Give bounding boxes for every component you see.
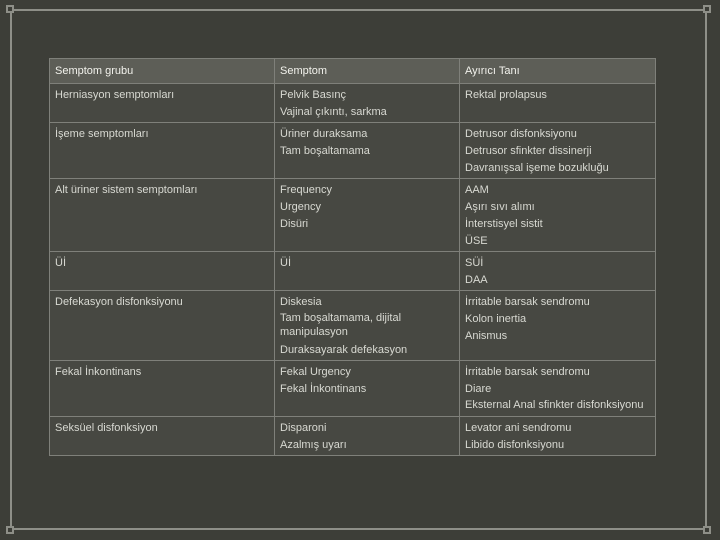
symptom-group-cell: Seksüel disfonksiyon [50,417,275,456]
symptom-cell [275,123,460,179]
table-row [50,361,656,417]
symptom-line: Disparoni [280,422,327,434]
frame-corner-top-left [6,5,14,13]
table-row [50,84,656,123]
diagnosis-line: DAA [465,274,488,286]
symptom-cell [275,291,460,361]
diagnosis-line: İrritable barsak sendromu [465,296,590,308]
table-row [50,417,656,456]
diagnosis-line: Aşırı sıvı alımı [465,201,535,213]
symptom-cell [275,84,460,123]
diagnosis-line: Davranışsal işeme bozukluğu [465,162,609,174]
symptom-line: Diskesia [280,296,322,308]
table-header-row [50,59,656,84]
diagnosis-line: Eksternal Anal sfinkter disfonksiyonu [465,399,644,411]
diagnosis-line: Diare [465,383,492,395]
frame-corner-bottom-left [6,526,14,534]
header-symptom-group: Semptom grubu [50,59,275,84]
symptom-line: Üriner duraksama [280,128,368,140]
diagnosis-cell [460,179,656,252]
symptom-table [49,58,656,456]
symptom-line: Frequency [280,184,332,196]
symptom-group-cell: Fekal İnkontinans [50,361,275,417]
symptom-cell [275,179,460,252]
diagnosis-cell [460,417,656,456]
symptom-group-cell: Alt üriner sistem semptomları [50,179,275,252]
diagnosis-line: ÜSE [465,235,488,247]
symptom-line: Üİ [280,257,291,269]
symptom-line: Tam boşaltamama [280,145,370,157]
table-row [50,179,656,252]
diagnosis-cell [460,123,656,179]
symptom-cell [275,252,460,291]
symptom-line: Azalmış uyarı [280,439,347,451]
table-row [50,123,656,179]
symptom-line: Fekal Urgency [280,366,351,378]
diagnosis-line: Detrusor disfonksiyonu [465,128,577,140]
header-symptom: Semptom [275,59,460,84]
frame-corner-bottom-right [703,526,711,534]
symptom-cell [275,417,460,456]
diagnosis-cell [460,84,656,123]
diagnosis-line: Libido disfonksiyonu [465,439,565,451]
diagnosis-line: SÜİ [465,257,484,269]
symptom-line: Pelvik Basınç [280,89,347,101]
header-differential-diagnosis: Ayırıcı Tanı [460,59,656,84]
symptom-line: Urgency [280,201,321,213]
diagnosis-line: AAM [465,184,489,196]
diagnosis-line: Rektal prolapsus [465,89,547,101]
symptom-line: Duraksayarak defekasyon [280,344,408,356]
symptom-line: Vajinal çıkıntı, sarkma [280,106,387,118]
symptom-line: Fekal İnkontinans [280,383,367,395]
diagnosis-cell [460,252,656,291]
diagnosis-cell [460,291,656,361]
symptom-line: Tam boşaltamama, dijital manipulasyon [280,312,402,338]
table-row [50,252,656,291]
diagnosis-line: İrritable barsak sendromu [465,366,590,378]
frame-corner-top-right [703,5,711,13]
diagnosis-cell [460,361,656,417]
diagnosis-line: Levator ani sendromu [465,422,572,434]
table-row [50,291,656,361]
symptom-cell [275,361,460,417]
symptom-group-cell: Defekasyon disfonksiyonu [50,291,275,361]
diagnosis-line: Anismus [465,330,508,342]
symptom-group-cell: Üİ [50,252,275,291]
symptom-group-cell: İşeme semptomları [50,123,275,179]
symptom-line: Disüri [280,218,309,230]
diagnosis-line: Kolon inertia [465,313,527,325]
diagnosis-line: İnterstisyel sistit [465,218,543,230]
diagnosis-line: Detrusor sfinkter dissinerji [465,145,592,157]
symptom-group-cell: Herniasyon semptomları [50,84,275,123]
